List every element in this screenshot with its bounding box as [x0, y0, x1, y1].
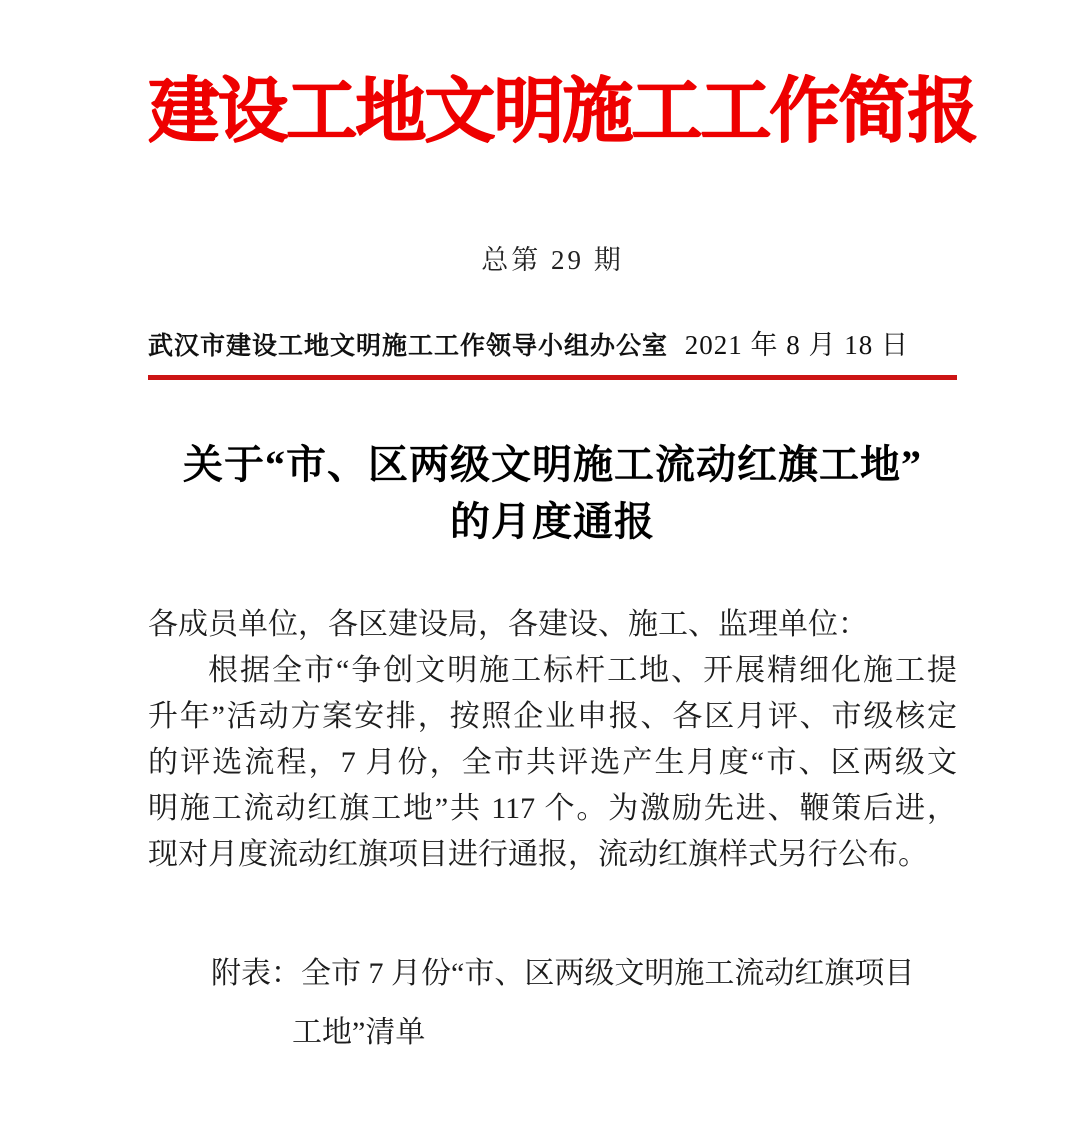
body-line: 明施工流动红旗工地”共 117 个。为激励先进、鞭策后进，: [148, 792, 957, 825]
bulletin-masthead-title: 建设工地文明施工工作简报: [148, 73, 977, 151]
salutation-line: 各成员单位，各区建设局，各建设、施工、监理单位：: [148, 608, 868, 641]
notice-title-line-1: 关于“市、区两级文明施工流动红旗工地”: [183, 442, 922, 487]
body-line: 的评选流程，7 月份，全市共评选产生月度“市、区两级文: [148, 746, 957, 779]
body-line: 现对月度流动红旗项目进行通报，流动红旗样式另行公布。: [148, 838, 928, 871]
notice-title: [148, 436, 957, 550]
notice-title-line-2: 的月度通报: [450, 499, 655, 544]
issue-number: 总第 29 期: [481, 245, 624, 275]
attachment-note: [148, 944, 957, 1062]
bulletin-page: [0, 62, 1080, 1142]
attachment-line-1: 附表：全市 7 月份“市、区两级文明施工流动红旗项目: [211, 957, 915, 990]
red-divider-rule: [148, 375, 957, 380]
body-line: 根据全市“争创文明施工标杆工地、开展精细化施工提: [208, 654, 957, 687]
publication-date: 2021 年 8 月 18 日: [684, 330, 909, 360]
attachment-line-2: 工地”清单: [292, 1016, 426, 1049]
notice-body: [148, 602, 957, 878]
publisher-date-row: [148, 323, 957, 362]
publishing-office: 武汉市建设工地文明施工工作领导小组办公室: [148, 333, 669, 360]
body-line: 升年”活动方案安排，按照企业申报、各区月评、市级核定: [148, 700, 957, 733]
